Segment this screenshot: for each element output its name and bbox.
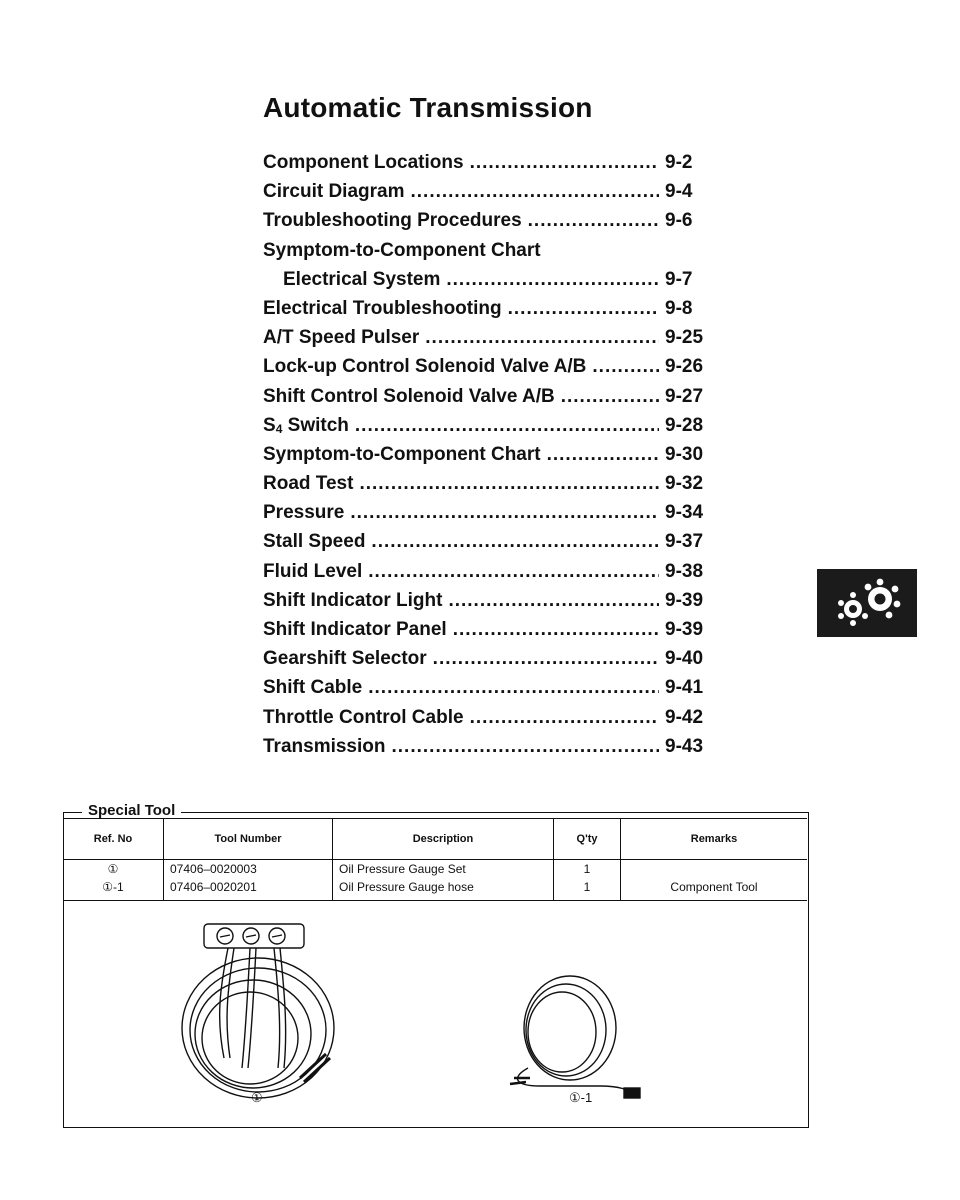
toc-item-page: 9-42 [665, 706, 704, 728]
toc-item[interactable] [263, 590, 713, 619]
gauge-set-illustration [182, 924, 334, 1098]
toc-item-label: Throttle Control Cable [263, 706, 464, 728]
cell-number: 07406–0020201 [164, 878, 333, 901]
toc-item-label: Electrical Troubleshooting [263, 297, 502, 319]
figure-label: ①-1 [569, 1090, 593, 1105]
table-row [63, 860, 807, 879]
toc-item-label: Shift Cable [263, 677, 363, 699]
toc-item[interactable] [263, 298, 713, 327]
figure-label: ① [251, 1090, 263, 1105]
toc-item-label: S4 Switch [263, 414, 349, 436]
toc-item-page: 9-26 [665, 356, 704, 378]
toc-item-page: 9-38 [665, 560, 704, 582]
toc-item-page: 9-25 [665, 327, 704, 349]
toc-item[interactable] [263, 152, 713, 181]
toc-item-label: Electrical System [283, 268, 441, 290]
toc-item-page: 9-32 [665, 473, 704, 495]
toc-item-page: 9-4 [665, 181, 693, 203]
special-tool-caption: Special Tool [82, 802, 181, 819]
toc-item[interactable] [263, 269, 713, 298]
toc-item[interactable] [263, 561, 713, 590]
table-header-row [63, 819, 807, 860]
toc-item-label: Symptom-to-Component Chart [263, 443, 541, 465]
toc-item-page: 9-2 [665, 152, 693, 173]
toc-item-page: 9-30 [665, 443, 704, 465]
toc-item[interactable] [263, 531, 713, 560]
toc-item-label: Component Locations [263, 152, 464, 173]
special-tool-table [63, 818, 807, 901]
cell-description: Oil Pressure Gauge Set [333, 860, 554, 879]
toc-item-page: 9-8 [665, 297, 693, 319]
toc-item[interactable] [263, 502, 713, 531]
table-row [63, 878, 807, 901]
toc-item[interactable] [263, 210, 713, 239]
toc-item-label: Gearshift Selector [263, 648, 427, 670]
toc-item-page: 9-27 [665, 385, 704, 407]
toc-item-page: 9-6 [665, 210, 693, 232]
column-header-qty: Q'ty [554, 819, 621, 860]
cell-remarks: Component Tool [621, 878, 808, 901]
toc-item-label: Stall Speed [263, 531, 366, 553]
toc-item-page: 9-41 [665, 677, 704, 699]
toc-item-label: Shift Indicator Light [263, 589, 443, 611]
cell-description: Oil Pressure Gauge hose [333, 878, 554, 901]
toc-item[interactable] [263, 356, 713, 385]
toc-item[interactable] [263, 444, 713, 473]
toc-item[interactable] [263, 619, 713, 648]
toc-item-label: Troubleshooting Procedures [263, 210, 522, 232]
column-header-description: Description [333, 819, 554, 860]
column-header-remarks: Remarks [621, 819, 808, 860]
column-header-number: Tool Number [164, 819, 333, 860]
toc-item-page: 9-7 [665, 268, 693, 290]
tool-illustration [150, 918, 690, 1118]
section-tab[interactable] [817, 569, 917, 637]
gauge-hose-illustration [510, 976, 640, 1098]
cell-remarks [621, 860, 808, 879]
toc-item[interactable] [263, 386, 713, 415]
toc-item-page: 9-39 [665, 589, 704, 611]
toc-item-page: 9-40 [665, 648, 704, 670]
toc-item-page: 9-43 [665, 735, 704, 757]
toc-item-page: 9-39 [665, 619, 704, 640]
toc-item-label: Shift Indicator Panel [263, 619, 447, 640]
cell-number: 07406–0020003 [164, 860, 333, 879]
gear-icon [817, 569, 917, 637]
toc-item[interactable] [263, 473, 713, 502]
toc-item-label: Circuit Diagram [263, 181, 405, 203]
toc-item-page: 9-34 [665, 502, 704, 524]
toc-item-label: Shift Control Solenoid Valve A/B [263, 385, 555, 407]
toc-item[interactable] [263, 736, 713, 765]
cell-ref: ① [107, 862, 119, 876]
cell-qty: 1 [554, 860, 621, 879]
toc-item[interactable] [263, 648, 713, 677]
column-header-ref: Ref. No [63, 819, 164, 860]
cell-qty: 1 [554, 878, 621, 901]
toc-item[interactable] [263, 677, 713, 706]
toc-item-label: Road Test [263, 473, 354, 495]
toc-item-label: A/T Speed Pulser [263, 327, 420, 349]
toc-item-label: Pressure [263, 502, 345, 524]
toc-item[interactable] [263, 707, 713, 736]
toc-item[interactable] [263, 327, 713, 356]
toc-item-page: 9-28 [665, 414, 704, 436]
toc-item-label: Lock-up Control Solenoid Valve A/B [263, 356, 587, 378]
toc-item-label: Fluid Level [263, 560, 363, 582]
page-title: Automatic Transmission [263, 92, 593, 123]
toc-item-label: Symptom-to-Component Chart [263, 239, 541, 261]
table-of-contents [263, 152, 713, 765]
toc-item-page: 9-37 [665, 531, 704, 553]
toc-group-heading [263, 240, 713, 269]
toc-item-label: Transmission [263, 735, 386, 757]
toc-item[interactable] [263, 181, 713, 210]
toc-item[interactable] [263, 415, 713, 444]
cell-ref: ①-1 [63, 878, 164, 901]
